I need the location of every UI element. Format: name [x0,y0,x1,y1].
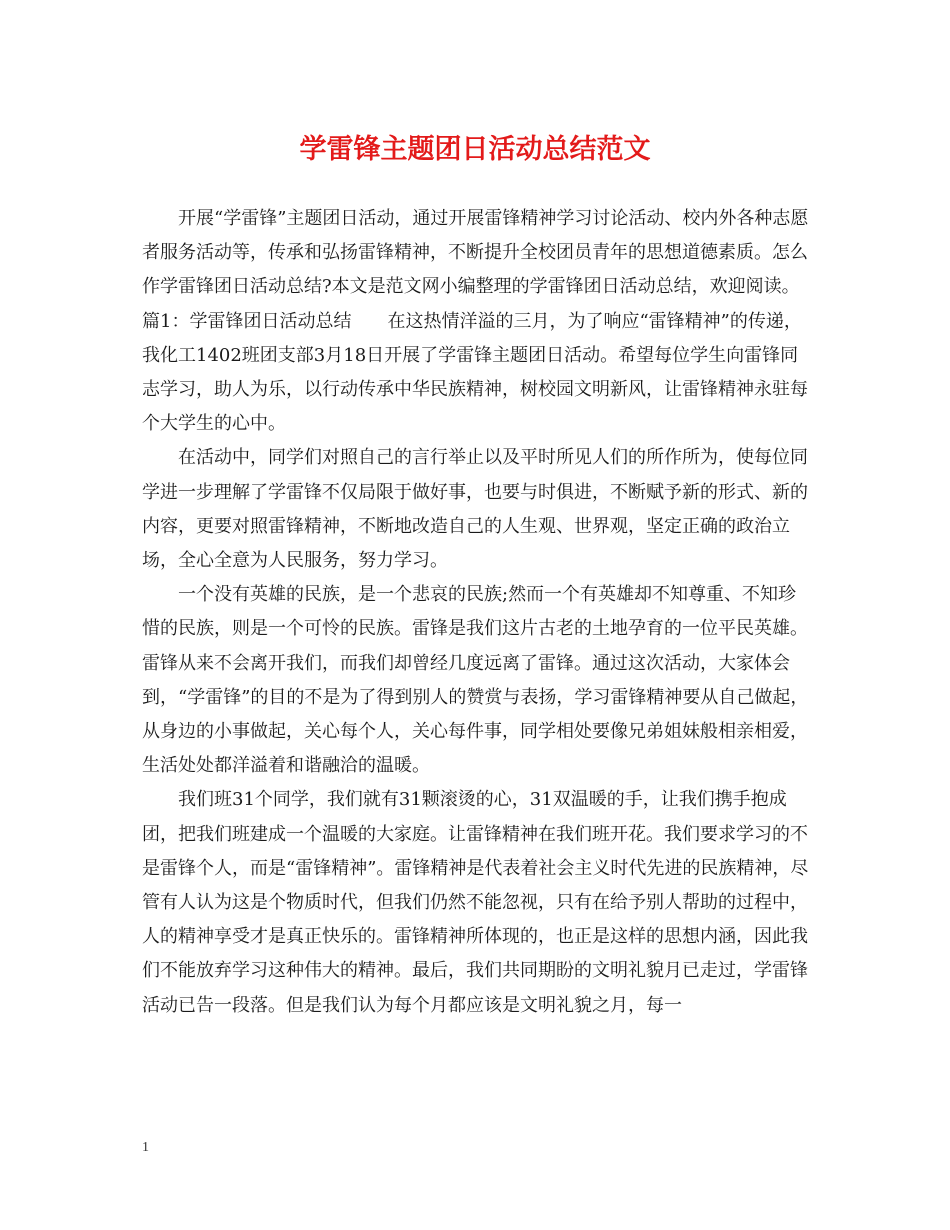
paragraph-hero: 一个没有英雄的民族，是一个悲哀的民族;然而一个有英雄却不知尊重、不知珍惜的民族，则是一个可怜的民族。雷锋是我们这片古老的土地孕育的一位平民英雄。雷锋从来不会离开我们，而我们却曾经几度远离了雷锋。通过这次活动，大家体会到，“学雷锋”的目的不是为了得到别人的赞赏与表扬，学习雷锋精神要从自己做起，从身边的小事做起，关心每个人，关心每件事，同学相处要像兄弟姐妹般相亲相爱，生活处处都洋溢着和谐融洽的温暖。 [142,584,809,777]
paragraph-activity: 在活动中，同学们对照自己的言行举止以及平时所见人们的所作所为，使每位同学进一步理解了学雷锋不仅局限于做好事，也要与时俱进，不断赋予新的形式、新的内容，更要对照雷锋精神，不断地改造自己的人生观、世界观，坚定正确的政治立场，全心全意为人民服务，努力学习。 [142,447,808,572]
document-title: 学雷锋主题团日活动总结范文 [299,134,651,165]
paragraph-class: 我们班31个同学，我们就有31颗滚烫的心，31双温暖的手，让我们携手抱成团，把我们班建成一个温暖的大家庭。让雷锋精神在我们班开花。我们要求学习的不是雷锋个人，而是“雷锋精神”。雷锋精神是代表着社会主义时代先进的民族精神，尽管有人认为这是个物质时代，但我们仍然不能忽视，只有在给予别人帮助的过程中，人的精神享受才是真正快乐的。雷锋精神所体现的，也正是这样的思想内涵，因此我们不能放弃学习这种伟大的精神。最后，我们共同期盼的文明礼貌月已走过，学雷锋活动已告一段落。但是我们认为每个月都应该是文明礼貌之月，每一 [142,789,809,1016]
page-number: 1 [142,1140,149,1155]
paragraph-intro: 开展“学雷锋”主题团日活动，通过开展雷锋精神学习讨论活动、校内外各种志愿者服务活动等，传承和弘扬雷锋精神，不断提升全校团员青年的思想道德素质。怎么作学雷锋团日活动总结?本文是范文网小编整理的学雷锋团日活动总结，欢迎阅读。 [142,208,809,298]
document-body [142,202,810,1023]
paragraph-article-1-start: 篇1：学雷锋团日活动总结 在这热情洋溢的三月，为了响应“雷锋精神”的传递，我化工1402班团支部3月18日开展了学雷锋主题团日活动。希望每位学生向雷锋同志学习，助人为乐，以行动传承中华民族精神，树校园文明新风，让雷锋精神永驻每个大学生的心中。 [142,310,808,435]
